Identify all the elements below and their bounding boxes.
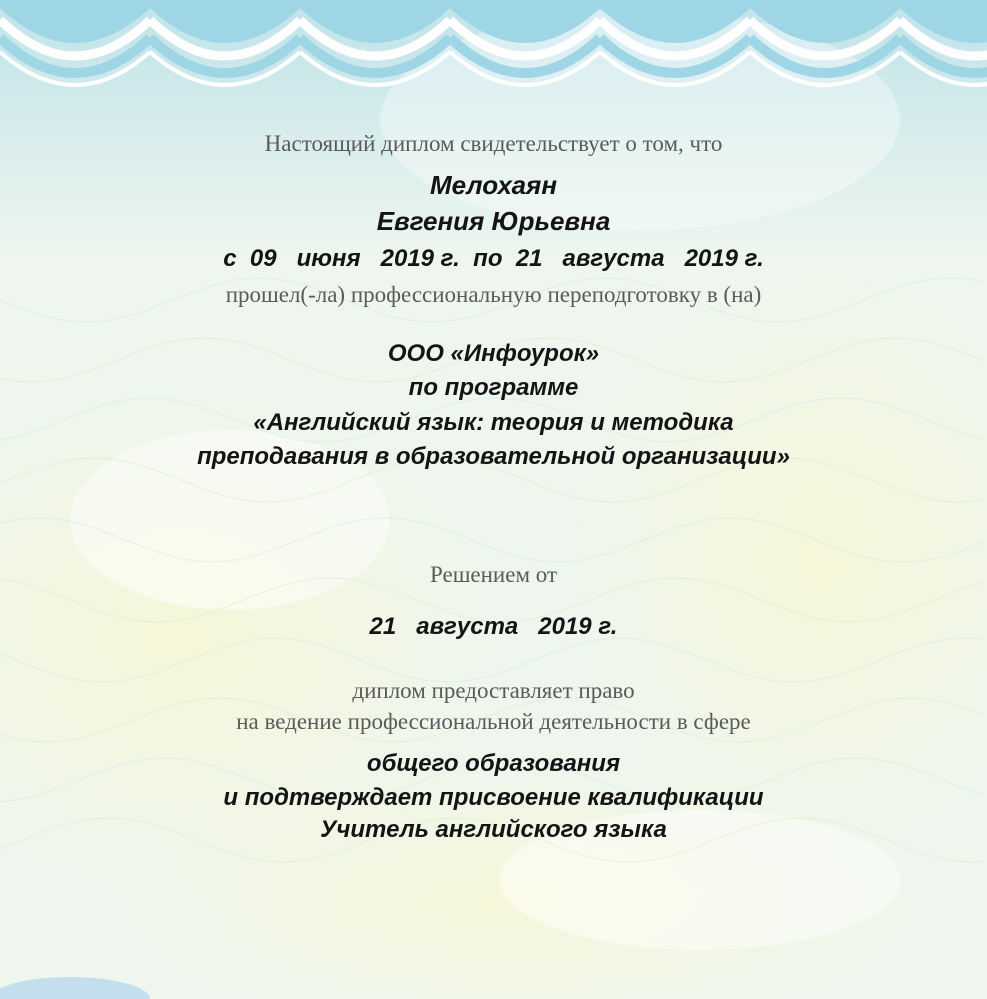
field-of-activity: общего образования [366,750,621,777]
training-period: с 09 июня 2019 г. по 21 августа 2019 г. [223,245,764,272]
organization-name: ООО «Инфоурок» [387,340,600,367]
decision-date: 21 августа 2019 г. [369,613,618,640]
qualification-text: и подтверждает присвоение квалификации [223,784,764,811]
recipient-surname: Мелохаян [429,170,558,200]
program-label: по программе [408,374,579,401]
completed-text: прошел(-ла) профессиональную переподготовку в (на) [225,282,762,307]
rights-text-line1: диплом предоставляет право [352,678,635,703]
intro-text: Настоящий диплом свидетельствует о том, что [264,131,723,156]
qualification-name: Учитель английского языка [320,816,667,843]
program-title-line2: преподавания в образовательной организации» [197,443,790,470]
program-title-line1: «Английский язык: теория и методика [253,409,734,436]
rights-text-line2: на ведение профессиональной деятельности в сфере [236,709,751,734]
recipient-given-names: Евгения Юрьевна [376,206,611,236]
decision-label: Решением от [430,562,557,587]
